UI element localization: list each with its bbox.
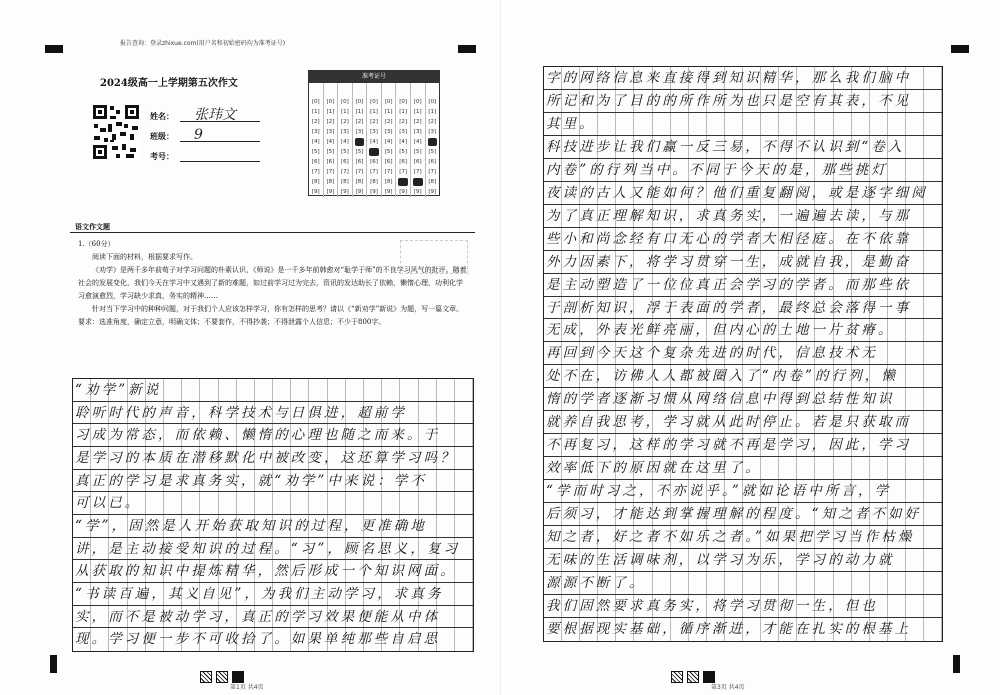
essay-line-text: “劝学”新说	[75, 382, 162, 398]
essay-line-text: 知之者，好之者不如乐之者。”如果把学习当作枯燥	[546, 529, 915, 546]
essay-line	[544, 595, 942, 618]
exam-title: 2024级高一上学期第五次作文	[100, 78, 238, 89]
ticket-bubble: [9]	[399, 189, 408, 195]
essay-line	[73, 447, 473, 470]
question-number: 1.（60分）	[78, 240, 115, 248]
ticket-bubble: [2]	[413, 119, 422, 125]
essay-line	[73, 606, 473, 629]
essay-line-text: 惰的学者逐渐习惯从网络信息中得到总结性知识	[546, 391, 895, 408]
ticket-bubble: [1]	[428, 109, 437, 115]
essay-line-text: “学而时习之，不亦说乎。”就如论语中所言，学	[546, 483, 892, 500]
essay-line-text: 夜读的古人又能如何？他们重复翻阅，或是逐字细阅	[546, 184, 928, 201]
field-value: 9	[180, 128, 260, 142]
ticket-bubble: [4]	[355, 139, 364, 145]
registration-mark	[458, 45, 476, 53]
ticket-column	[367, 83, 382, 197]
ticket-bubble: [3]	[326, 129, 335, 135]
essay-line	[544, 159, 942, 182]
ticket-bubble: [7]	[428, 169, 437, 175]
ticket-bubble: [7]	[384, 169, 393, 175]
report-notice: 报告查询：登录zhixue.com(用户名和初始密码均为准考证号)	[120, 40, 286, 47]
ticket-column	[426, 83, 440, 197]
essay-line-text: 不再复习，这样的学习就不再是学习，因此，学习	[546, 437, 912, 454]
essay-line-text: 无味的生活调味剂，以学习为乐，学习的动力就	[546, 552, 895, 569]
essay-line	[73, 470, 473, 493]
essay-line-text: 再回到今天这个复杂先进的时代，信息技术无	[546, 345, 878, 362]
essay-line	[544, 480, 942, 503]
ticket-bubble: [8]	[384, 179, 393, 185]
essay-line	[544, 90, 942, 113]
ticket-bubble: [6]	[370, 159, 378, 165]
ticket-bubble: [4]	[413, 139, 422, 145]
ticket-bubble: [5]	[399, 149, 408, 155]
essay-line	[544, 205, 942, 228]
essay-line-text: 处不在，访佛人人都被圈入了“内卷”的行列，懒	[546, 368, 899, 385]
essay-line-text: 所记和为了目的的所作所为也只是空有其表，不见	[546, 92, 912, 109]
ticket-bubble: [9]	[384, 189, 393, 195]
section-title: 语文作文题	[75, 222, 110, 231]
ticket-bubble: [8]	[370, 179, 378, 185]
ticket-column	[382, 83, 397, 197]
essay-grid-left	[72, 378, 474, 652]
ticket-bubble: [8]	[413, 179, 422, 185]
essay-line-text: 后须习，才能达到掌握理解的程度。“知之者不如好	[546, 506, 922, 523]
ticket-bubble: [4]	[341, 139, 349, 145]
essay-line-text: 现。学习便一步不可收拾了。如果单纯那些自启思	[75, 631, 441, 648]
essay-line	[544, 297, 942, 320]
ticket-bubble: [9]	[370, 189, 378, 195]
class-field	[150, 128, 260, 142]
ticket-bubble: [1]	[311, 109, 320, 115]
registration-mark	[45, 45, 63, 53]
ticket-bubble: [1]	[370, 109, 378, 115]
essay-line	[544, 319, 942, 342]
ticket-bubble: [4]	[326, 139, 335, 145]
essay-line	[544, 434, 942, 457]
essay-line-text: 科技进步让我们赢一反三易，不得不认识到“卷入	[546, 138, 905, 155]
score-box	[400, 240, 468, 274]
ticket-bubble: [1]	[399, 109, 408, 115]
ticket-bubble: [2]	[355, 119, 364, 125]
ticket-bubble: [1]	[413, 109, 422, 115]
essay-line	[544, 503, 942, 526]
ticket-bubble: [7]	[413, 169, 422, 175]
exam-number-field	[150, 148, 260, 162]
ticket-bubble: [5]	[355, 149, 364, 155]
ticket-bubble: [0]	[341, 99, 349, 105]
ticket-column	[396, 83, 411, 197]
ticket-bubble: [2]	[326, 119, 335, 125]
essay-line	[544, 457, 942, 480]
essay-line	[73, 515, 473, 538]
essay-line	[73, 538, 473, 561]
essay-line-text: 习成为常态，而依赖、懒惰的心理也随之而来。于	[75, 427, 441, 444]
field-value	[180, 148, 260, 162]
ticket-bubble: [0]	[311, 99, 320, 105]
page-footer	[671, 671, 715, 683]
essay-line-text: 外力因素下，将学习贯穿一生，成就自我，是勤奋	[546, 253, 912, 270]
essay-line	[544, 388, 942, 411]
ticket-bubble: [6]	[399, 159, 408, 165]
essay-line-text: 为了真正理解知识，求真务实，一遍遍去读，与那	[546, 207, 912, 224]
ticket-bubble: [7]	[311, 169, 320, 175]
essay-line-text: 要根据现实基础，循序渐进，才能在扎实的根基上	[546, 620, 912, 637]
ticket-bubble: [3]	[413, 129, 422, 135]
ticket-bubble: [1]	[341, 109, 349, 115]
question-intro: 阅读下面的材料，根据要求写作。	[92, 253, 197, 261]
essay-line-text: 于剖析知识，浮于表面的学者，最终总会落得一事	[546, 299, 912, 316]
ticket-bubble: [2]	[428, 119, 437, 125]
ticket-bubble: [3]	[370, 129, 378, 135]
field-label: 姓名：	[150, 111, 174, 121]
ticket-bubble: [5]	[311, 149, 320, 155]
ticket-bubble: [7]	[355, 169, 364, 175]
essay-line-text: 是主动塑造了一位位真正会学习的学者。而那些依	[546, 276, 912, 293]
question-prompt-text: 针对当下学习中的种种问题，对于我们个人应该怎样学习，你有怎样的思考？请以《“新劝学”新说》为题，写一篇文章。	[92, 305, 464, 313]
essay-line-text: 字的网络信息来直接得到知识精华，那么我们脑中	[546, 70, 912, 86]
ticket-bubble: [9]	[311, 189, 320, 195]
ticket-bubble: [1]	[384, 109, 393, 115]
ticket-bubbles	[309, 83, 439, 197]
admission-ticket-grid	[308, 70, 440, 196]
footer-mark	[671, 671, 683, 683]
ticket-bubble: [3]	[341, 129, 349, 135]
ticket-bubble: [8]	[311, 179, 320, 185]
question-requirements: 要求：选准角度，确定立意，明确文体；不要套作，不得抄袭；不得泄露个人信息；不少于800字。	[78, 318, 386, 326]
essay-line-text: 从获取的知识中提炼精华，然后形成一个知识网面。	[75, 563, 457, 580]
ticket-bubble: [7]	[370, 169, 378, 175]
essay-line	[73, 492, 473, 515]
essay-line-text: 些小和尚念经有口无心的学者大相径庭。在不依靠	[546, 230, 912, 247]
ticket-bubble: [8]	[341, 179, 349, 185]
ticket-bubble: [2]	[370, 119, 378, 125]
essay-line-text: 讲，是主动接受知识的过程。“习”，顾名思义，复习	[75, 540, 461, 557]
ticket-bubble: [2]	[341, 119, 349, 125]
essay-line	[73, 583, 473, 606]
ticket-bubble: [0]	[413, 99, 422, 105]
essay-line-text: 我们固然要求真务实，将学习贯彻一生，但也	[546, 597, 878, 614]
field-value: 张玮文	[180, 108, 260, 122]
essay-line	[544, 411, 942, 434]
question-material: 《劝学》是两千多年前荀子对学习问题的朴素认识，《师说》是一千多年前韩愈对“耻学于师”的不良学习风气的批评。随着社会的发展变化，我们今天在学习中又遇到了新的难题，如过前学习过为完去，资讯的发达助长了依赖，懒惰心理，功利化学习愈演愈烈，学习缺少求真，务实的精神……	[78, 266, 467, 300]
qr-code-icon	[92, 104, 140, 160]
essay-line	[544, 228, 942, 251]
ticket-bubble: [0]	[399, 99, 408, 105]
ticket-bubble: [7]	[341, 169, 349, 175]
ticket-bubble: [1]	[326, 109, 335, 115]
ticket-bubble: [5]	[428, 149, 437, 155]
registration-mark	[50, 655, 57, 673]
ticket-bubble: [6]	[326, 159, 335, 165]
ticket-bubble: [0]	[326, 99, 335, 105]
field-label: 班级：	[150, 131, 174, 141]
ticket-bubble: [4]	[399, 139, 408, 145]
essay-line-text: “书读百遍，其义自见”，为我们主动学习，求真务	[75, 585, 444, 602]
ticket-column	[338, 83, 353, 197]
ticket-bubble: [9]	[413, 189, 422, 195]
ticket-title: 准考证号	[309, 71, 439, 83]
ticket-column	[353, 83, 368, 197]
ticket-bubble: [5]	[384, 149, 393, 155]
essay-line	[544, 549, 942, 572]
essay-line-text: 就养自我思考，学习就从此时停止。若是只获取而	[546, 414, 912, 431]
essay-line-text: 效率低下的原因就在这里了。	[546, 460, 762, 477]
essay-line	[544, 365, 942, 388]
ticket-bubble: [3]	[399, 129, 408, 135]
ticket-bubble: [5]	[370, 149, 378, 155]
ticket-bubble: [9]	[355, 189, 364, 195]
ticket-bubble: [4]	[311, 139, 320, 145]
ticket-bubble: [2]	[311, 119, 320, 125]
essay-line-text: 聆听时代的声音，科学技术与日俱进，超前学	[75, 404, 407, 421]
ticket-bubble: [2]	[384, 119, 393, 125]
ticket-bubble: [3]	[311, 129, 320, 135]
ticket-bubble: [3]	[428, 129, 437, 135]
page-number: 第1页 共4页	[230, 684, 264, 691]
ticket-column	[411, 83, 426, 197]
ticket-bubble: [8]	[428, 179, 437, 185]
ticket-column	[309, 83, 324, 197]
ticket-bubble: [6]	[341, 159, 349, 165]
right-page	[500, 0, 1000, 695]
ticket-bubble: [5]	[341, 149, 349, 155]
essay-line	[544, 572, 942, 595]
ticket-column	[324, 83, 339, 197]
page-number: 第3页 共4页	[711, 684, 745, 691]
ticket-bubble: [4]	[428, 139, 437, 145]
essay-line	[73, 402, 473, 425]
name-field	[150, 108, 260, 122]
essay-line	[73, 424, 473, 447]
ticket-bubble: [5]	[326, 149, 335, 155]
essay-line	[73, 628, 473, 651]
footer-mark	[687, 671, 699, 683]
essay-grid-right	[543, 66, 943, 642]
footer-mark	[216, 671, 228, 683]
ticket-bubble: [6]	[413, 159, 422, 165]
essay-line-text: 其里。	[546, 115, 596, 132]
essay-line	[544, 136, 942, 159]
ticket-bubble: [3]	[355, 129, 364, 135]
ticket-bubble: [8]	[399, 179, 408, 185]
ticket-bubble: [0]	[355, 99, 364, 105]
ticket-bubble: [3]	[384, 129, 393, 135]
essay-line	[73, 560, 473, 583]
essay-line-text: “学”，固然是人开始获取知识的过程，更准确地	[75, 517, 428, 534]
essay-line	[544, 113, 942, 136]
essay-line-text: 真正的学习是求真务实，就“劝学”中来说：学不	[75, 472, 428, 489]
ticket-bubble: [2]	[399, 119, 408, 125]
essay-line-text: 无成，外表光鲜亮丽，但内心的土地一片贫瘠。	[546, 322, 895, 339]
essay-line-text: 可以已。	[75, 495, 142, 512]
registration-mark	[953, 655, 960, 673]
essay-line	[544, 618, 942, 641]
ticket-bubble: [6]	[355, 159, 364, 165]
ticket-bubble: [9]	[428, 189, 437, 195]
ticket-bubble: [9]	[326, 189, 335, 195]
essay-line	[544, 342, 942, 365]
essay-line	[544, 251, 942, 274]
registration-mark	[951, 45, 969, 53]
field-label: 考号：	[150, 151, 174, 161]
essay-line	[544, 182, 942, 205]
ticket-bubble: [0]	[384, 99, 393, 105]
ticket-bubble: [6]	[311, 159, 320, 165]
footer-mark	[200, 671, 212, 683]
ticket-bubble: [7]	[326, 169, 335, 175]
ticket-bubble: [5]	[413, 149, 422, 155]
ticket-bubble: [9]	[341, 189, 349, 195]
essay-line	[544, 526, 942, 549]
ticket-bubble: [8]	[355, 179, 364, 185]
essay-line	[73, 379, 473, 402]
essay-line-text: 内卷”的行列当中。不同于今天的是，那些挑灯	[546, 161, 889, 178]
essay-line-text: 实，而不是被动学习，真正的学习效果便能从中体	[75, 608, 441, 625]
essay-line-text: 源源不断了。	[546, 574, 646, 591]
ticket-bubble: [8]	[326, 179, 335, 185]
ticket-bubble: [6]	[384, 159, 393, 165]
ticket-bubble: [0]	[370, 99, 378, 105]
ticket-bubble: [4]	[384, 139, 393, 145]
ticket-bubble: [4]	[370, 139, 378, 145]
ticket-bubble: [7]	[399, 169, 408, 175]
ticket-bubble: [1]	[355, 109, 364, 115]
essay-line	[544, 67, 942, 90]
essay-line-text: 是学习的本质在潜移默化中被改变，这还算学习吗？	[75, 449, 457, 466]
ticket-bubble: [0]	[428, 99, 437, 105]
divider	[70, 232, 475, 233]
essay-line	[544, 274, 942, 297]
ticket-bubble: [6]	[428, 159, 437, 165]
